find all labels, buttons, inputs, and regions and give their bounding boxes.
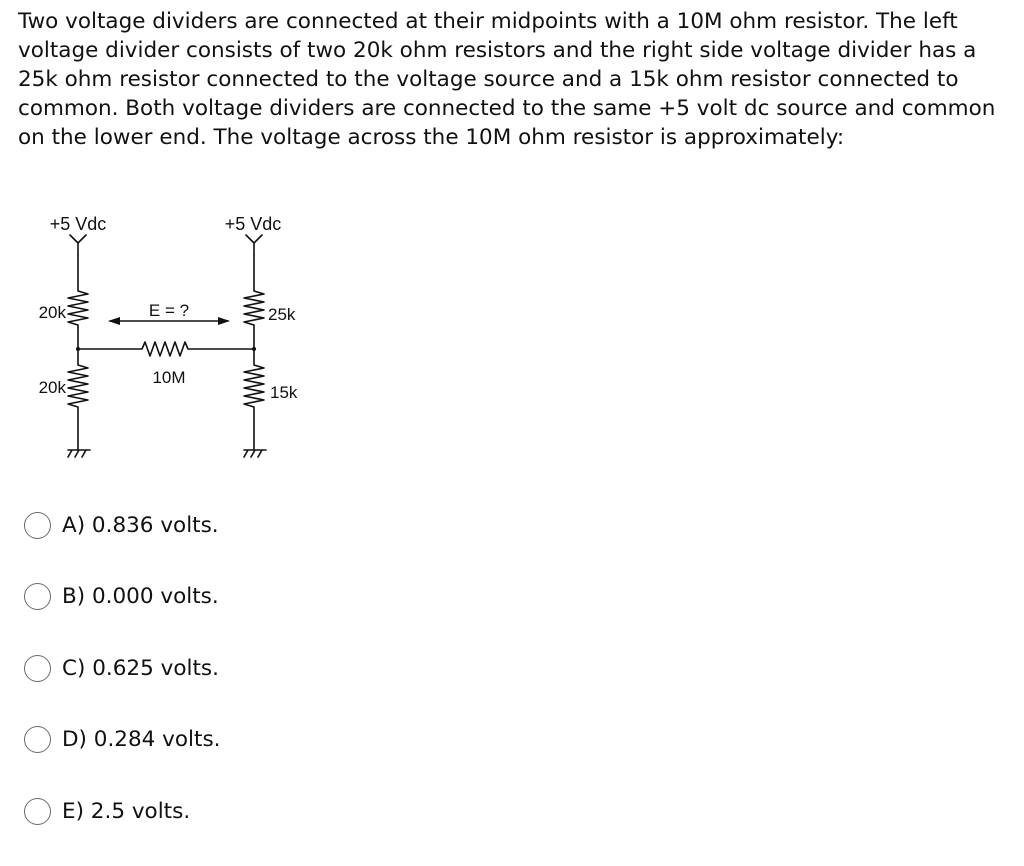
left-top-resistor: [68, 255, 88, 349]
right-bottom-resistor-label: 15k: [270, 383, 298, 402]
radio-button-c[interactable]: [24, 655, 51, 682]
left-bottom-resistor-label: 20k: [38, 378, 66, 397]
right-source-symbol: [246, 235, 262, 255]
right-top-resistor: [244, 255, 264, 349]
bridge-resistor-label: 10M: [152, 368, 186, 387]
option-d-label[interactable]: D) 0.284 volts.: [62, 727, 221, 752]
question-text: Two voltage dividers are connected at their midpoints with a 10M ohm resistor. The left voltage divider consists of two 20k ohm resistors and the right side voltage divider has a 25k ohm resistor connected to the voltage source and a 15k ohm resistor connected to common. Both voltage dividers are connected to the same +5 volt dc source and common on the lower end. The voltage across the 10M ohm resistor is approximately:: [18, 9, 996, 150]
option-e-label[interactable]: E) 2.5 volts.: [62, 798, 191, 824]
option-c[interactable]: [24, 651, 624, 685]
option-e[interactable]: [24, 794, 624, 828]
radio-button-e[interactable]: [24, 798, 51, 825]
right-top-resistor-label: 25k: [268, 305, 296, 324]
right-source-label: +5 Vdc: [224, 214, 282, 234]
voltage-arrow-left-head: [108, 317, 120, 325]
voltage-label: E = ?: [148, 301, 190, 320]
left-bottom-resistor: [68, 349, 88, 450]
option-a[interactable]: [24, 508, 624, 542]
option-b-label[interactable]: B) 0.000 volts.: [62, 584, 219, 609]
right-ground-symbol: [244, 450, 266, 457]
option-c-label[interactable]: C) 0.625 volts.: [62, 655, 219, 681]
radio-button-d[interactable]: [24, 726, 51, 753]
right-junction-dot: [252, 347, 256, 351]
option-a-label[interactable]: A) 0.836 volts.: [62, 512, 219, 538]
left-source-label: +5 Vdc: [49, 214, 107, 234]
bridge-resistor-10m: [78, 342, 254, 356]
voltage-arrow-right-head: [218, 317, 230, 325]
answer-options: [24, 508, 624, 866]
circuit-diagram: [0, 200, 340, 470]
left-ground-symbol: [68, 450, 90, 457]
left-top-resistor-label: 20k: [38, 303, 66, 322]
left-source-symbol: [70, 235, 86, 255]
right-bottom-resistor: [244, 349, 264, 450]
radio-button-a[interactable]: [24, 512, 51, 539]
option-d[interactable]: [24, 723, 624, 757]
radio-button-b[interactable]: [24, 583, 51, 610]
left-junction-dot: [76, 347, 80, 351]
option-b[interactable]: [24, 580, 624, 614]
